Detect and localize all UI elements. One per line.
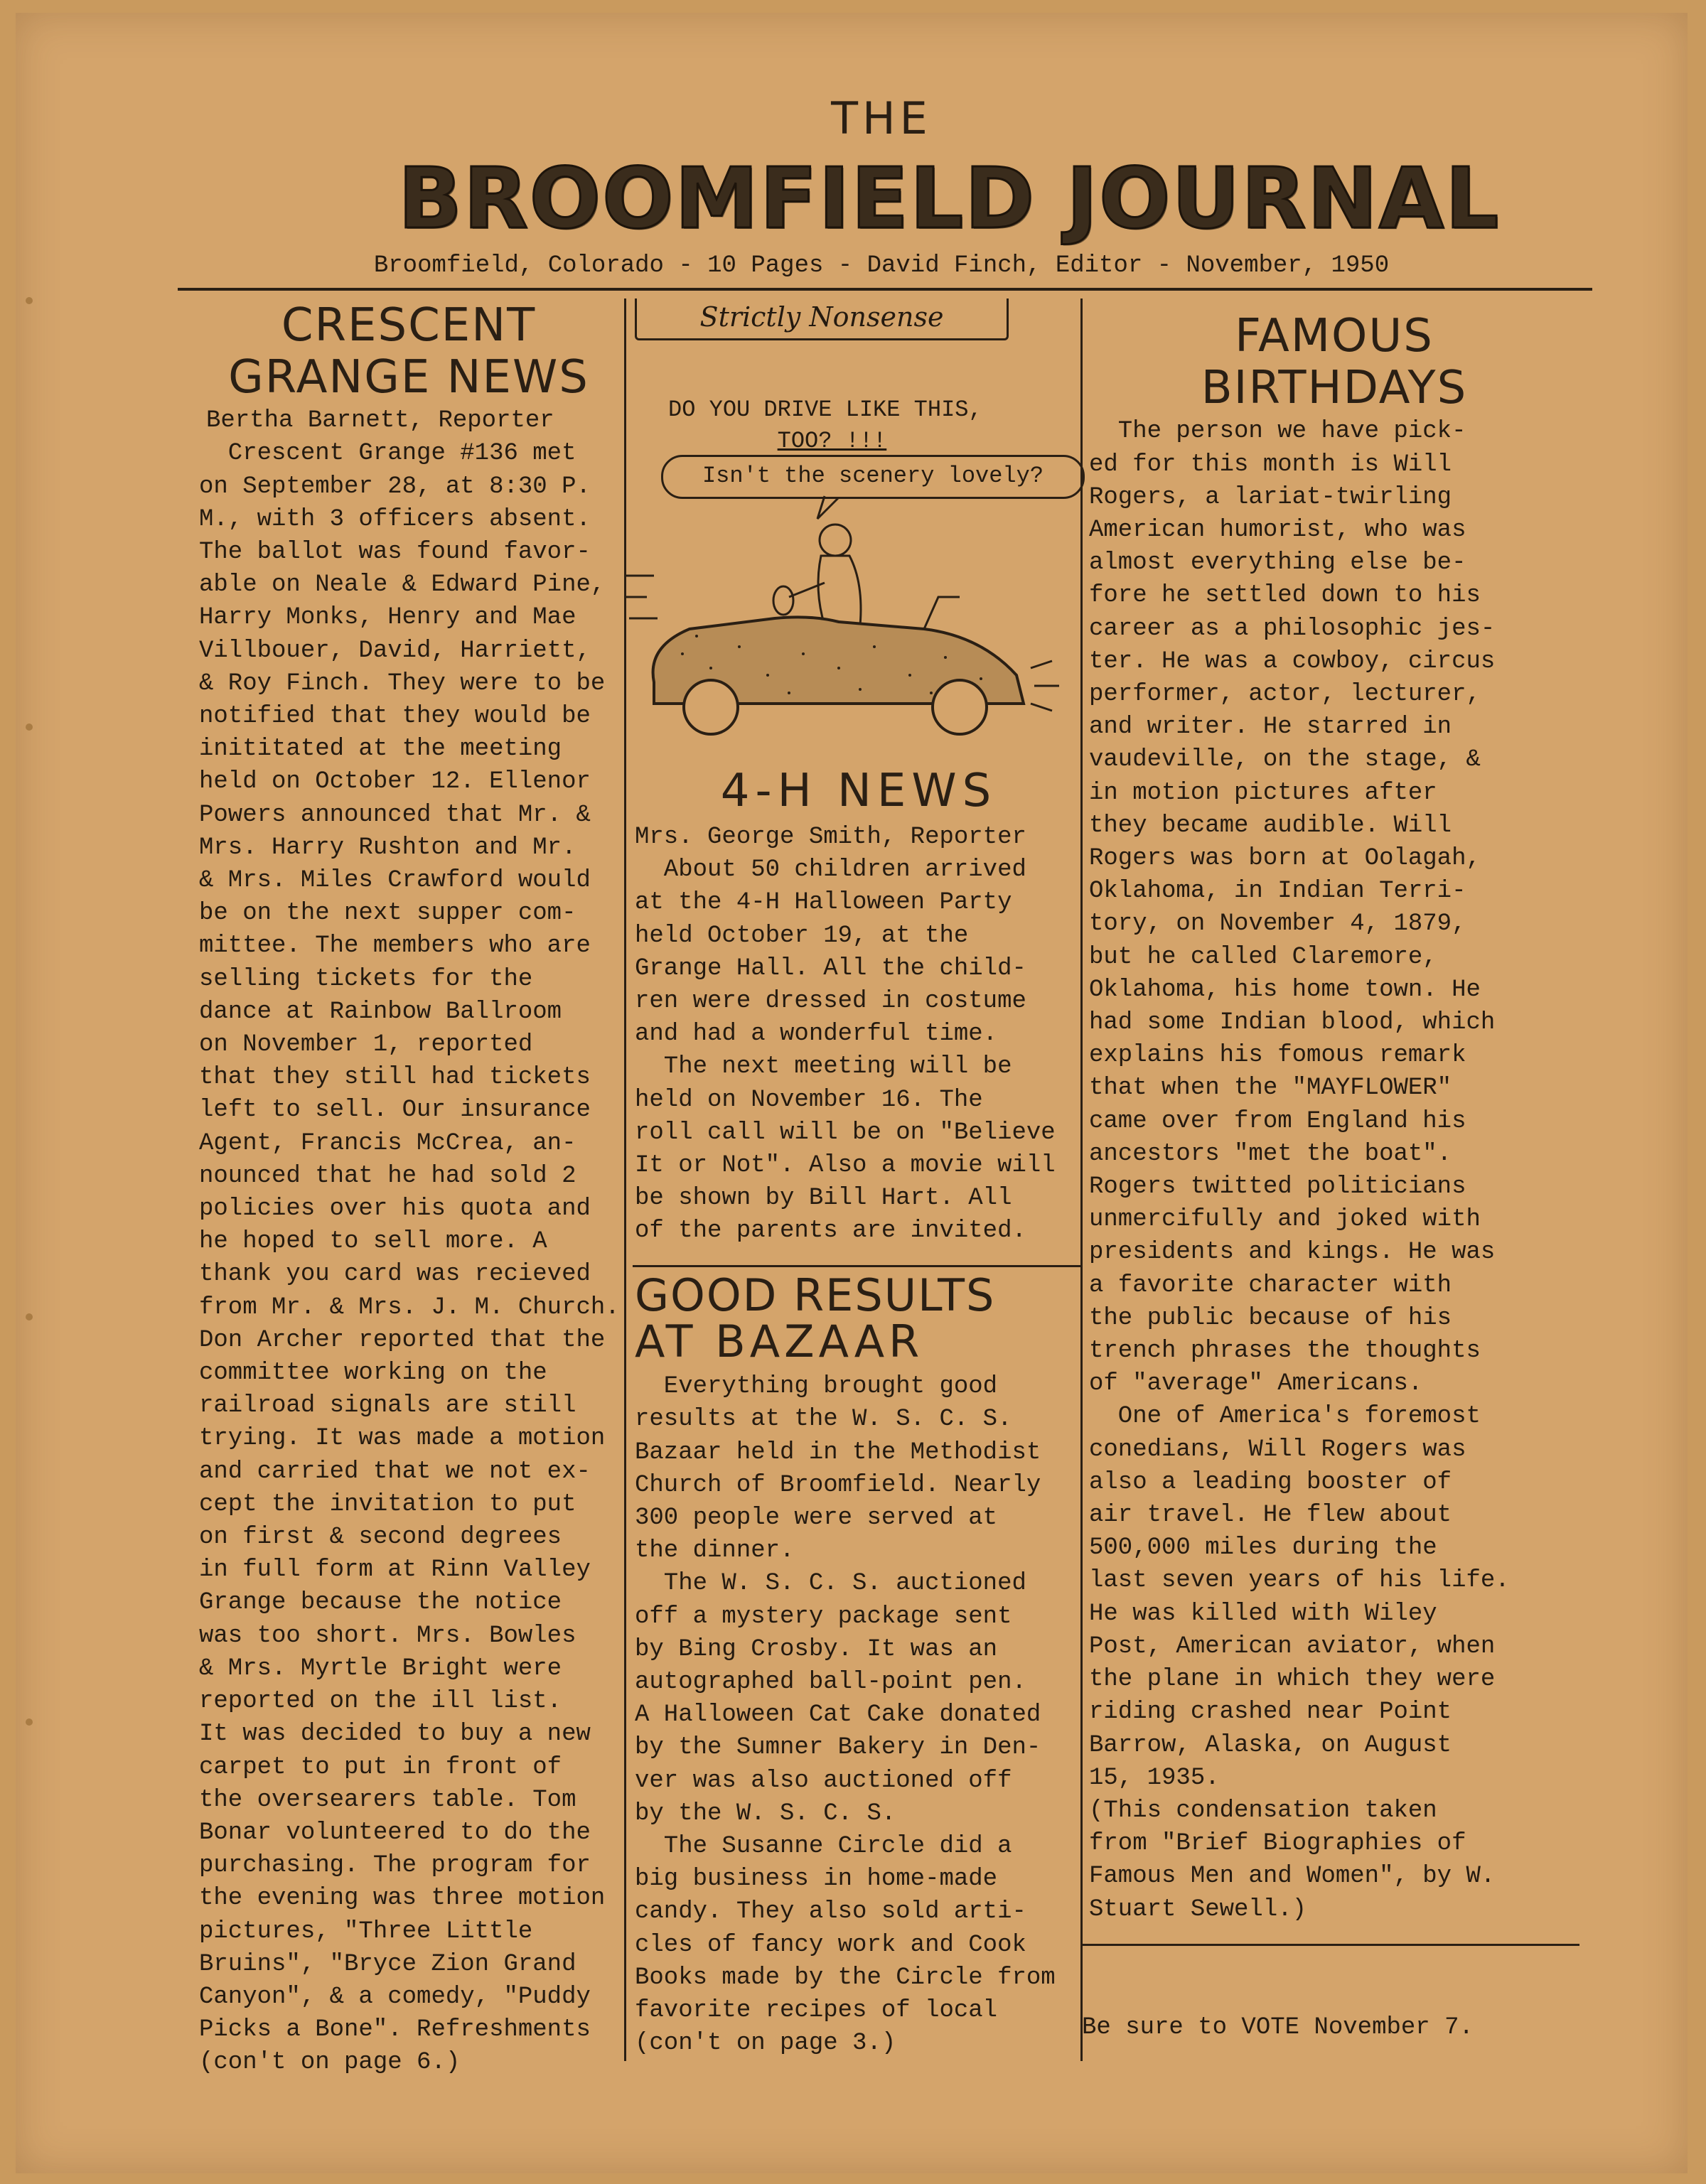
driver-head	[820, 525, 851, 556]
front-wheel	[933, 680, 987, 734]
birthdays-heading-2: BIRTHDAYS	[1201, 362, 1468, 415]
bazaar-heading-1: GOOD RESULTS	[635, 1269, 996, 1321]
punch-hole	[26, 1718, 33, 1726]
rear-wheel	[684, 680, 738, 734]
punch-hole	[26, 723, 33, 731]
bazaar-heading-2: AT BAZAAR	[635, 1316, 924, 1368]
strictly-nonsense-stamp: Strictly Nonsense	[635, 298, 1009, 340]
cartoon-caption	[668, 394, 1066, 457]
crescent-grange-article	[199, 299, 620, 2080]
cartoon-caption-line1: DO YOU DRIVE LIKE THIS,	[668, 397, 982, 423]
masthead-rule	[178, 288, 1592, 291]
masthead-the: THE	[831, 92, 932, 144]
birthdays-body: The person we have pick- ed for this month is Will Rogers, a lariat-twirling American humorist, who was almost everything else be- fore he settled down to his career as a philosophic jes- ter. He was a cowboy, circus performer, actor, lecturer, and writer. He starred in vaudeville, on the stage, & in motion pictures after they became audible. Will Rogers was born at Oolagah, Oklahoma, in Indian Terri- tory, on November 4, 1879, but he called Claremore, Oklahoma, his home town. He had some Indian blood, which explains his fomous remark that when the "MAYFLOWER" came over from England his ancestors "met the boat". Rogers twitted politicians unmercifully and joked with presidents and kings. He was a favorite character with the public because of his trench phrases the thoughts of "average" Americans. One of America's foremost conedians, Will Rogers was also a leading booster of air travel. He flew about 500,000 miles during the last seven years of his life. He was killed with Wiley Post, American aviator, when the plane in which they were riding crashed near Point Barrow, Alaska, on August 15, 1935. (This condensation taken from "Brief Biographies of Famous Men and Women", by W. Stuart Sewell.)	[1089, 418, 1510, 1923]
speech-bubble: Isn't the scenery lovely?	[661, 455, 1085, 499]
driver-body	[818, 556, 861, 625]
crescent-heading-1: CRESCENT	[281, 299, 537, 352]
bazaar-article	[635, 1269, 1083, 2060]
bubble-tail	[817, 496, 839, 519]
section-divider	[633, 1265, 1080, 1267]
vote-reminder: Be sure to VOTE November 7.	[1082, 2014, 1474, 2041]
four-h-byline: Mrs. George Smith, Reporter	[635, 824, 1026, 851]
punch-hole	[26, 1313, 33, 1320]
dateline: Broomfield, Colorado - 10 Pages - David Finch, Editor - November, 1950	[373, 252, 1390, 279]
bazaar-body: Everything brought good results at the W. S. C. S. Bazaar held in the Methodist Church of Broomfield. Nearly 300 people were served at the dinner. The W. S. C. S. auctioned off a mystery package sent by Bing Crosby. It was an autographed ball-point pen. A Halloween Cat Cake donated by the Sumner Bakery in Den- ver was also auctioned off by the W. S. C. S. The Susanne Circle did a big business in home-made candy. They also sold arti- cles of fancy work and Cook Books made by the Circle from favorite recipes of local (con't on page 3.)	[635, 1373, 1056, 2057]
four-h-article	[635, 765, 1083, 1248]
vote-divider	[1082, 1944, 1579, 1946]
car-cartoon	[626, 490, 1080, 775]
birthdays-article	[1089, 310, 1579, 1926]
four-h-heading: 4-H NEWS	[720, 765, 997, 817]
crescent-body: Crescent Grange #136 met on September 28, at 8:30 P. M., with 3 officers absent. The ballot was found favor- able on Neale & Edward Pine, Harry Monks, Henry and Mae Villbouer, David, Harriett, & Roy Finch. They were to be notified that they would be inititated at the meeting held on October 12. Ellenor Powers announced that Mr. & Mrs. Harry Rushton and Mr. & Mrs. Miles Crawford would be on the next supper com- mittee. The members who are selling tickets for the dance at Rainbow Ballroom on November 1, reported that they still had tickets left to sell. Our insurance Agent, Francis McCrea, an- nounced that he had sold 2 policies over his quota and he hoped to sell more. A thank you card was recieved from Mr. & Mrs. J. M. Church. Don Archer reported that the committee working on the railroad signals are still trying. It was made a motion and carried that we not ex- cept the invitation to put on first & second degrees in full form at Rinn Valley Grange because the notice was too short. Mrs. Bowles & Mrs. Myrtle Bright were reported on the ill list. It was decided to buy a new carpet to put in front of the oversearers table. Tom Bonar volunteered to do the purchasing. The program for the evening was three motion pictures, "Three Little Bruins", "Bryce Zion Grand Canyon", & a comedy, "Puddy Picks a Bone". Refreshments (con't on page 6.)	[199, 440, 620, 2077]
four-h-body: About 50 children arrived at the 4-H Halloween Party held October 19, at the Grange Hall. All the child- ren were dressed in costume and had a wonderful time. The next meeting will be held on November 16. The roll call will be on "Believe It or Not". Also a movie will be shown by Bill Hart. All of the parents are invited.	[635, 856, 1056, 1245]
crescent-heading-2: GRANGE NEWS	[228, 351, 589, 404]
cartoon-caption-line2: TOO? !!!	[777, 428, 887, 454]
punch-hole	[26, 297, 33, 304]
masthead-title: BROOMFIELD JOURNAL	[398, 149, 1501, 247]
crescent-byline: Bertha Barnett, Reporter	[206, 407, 554, 435]
birthdays-heading-1: FAMOUS	[1235, 310, 1434, 362]
windshield	[924, 597, 960, 629]
steering-wheel	[773, 586, 793, 615]
